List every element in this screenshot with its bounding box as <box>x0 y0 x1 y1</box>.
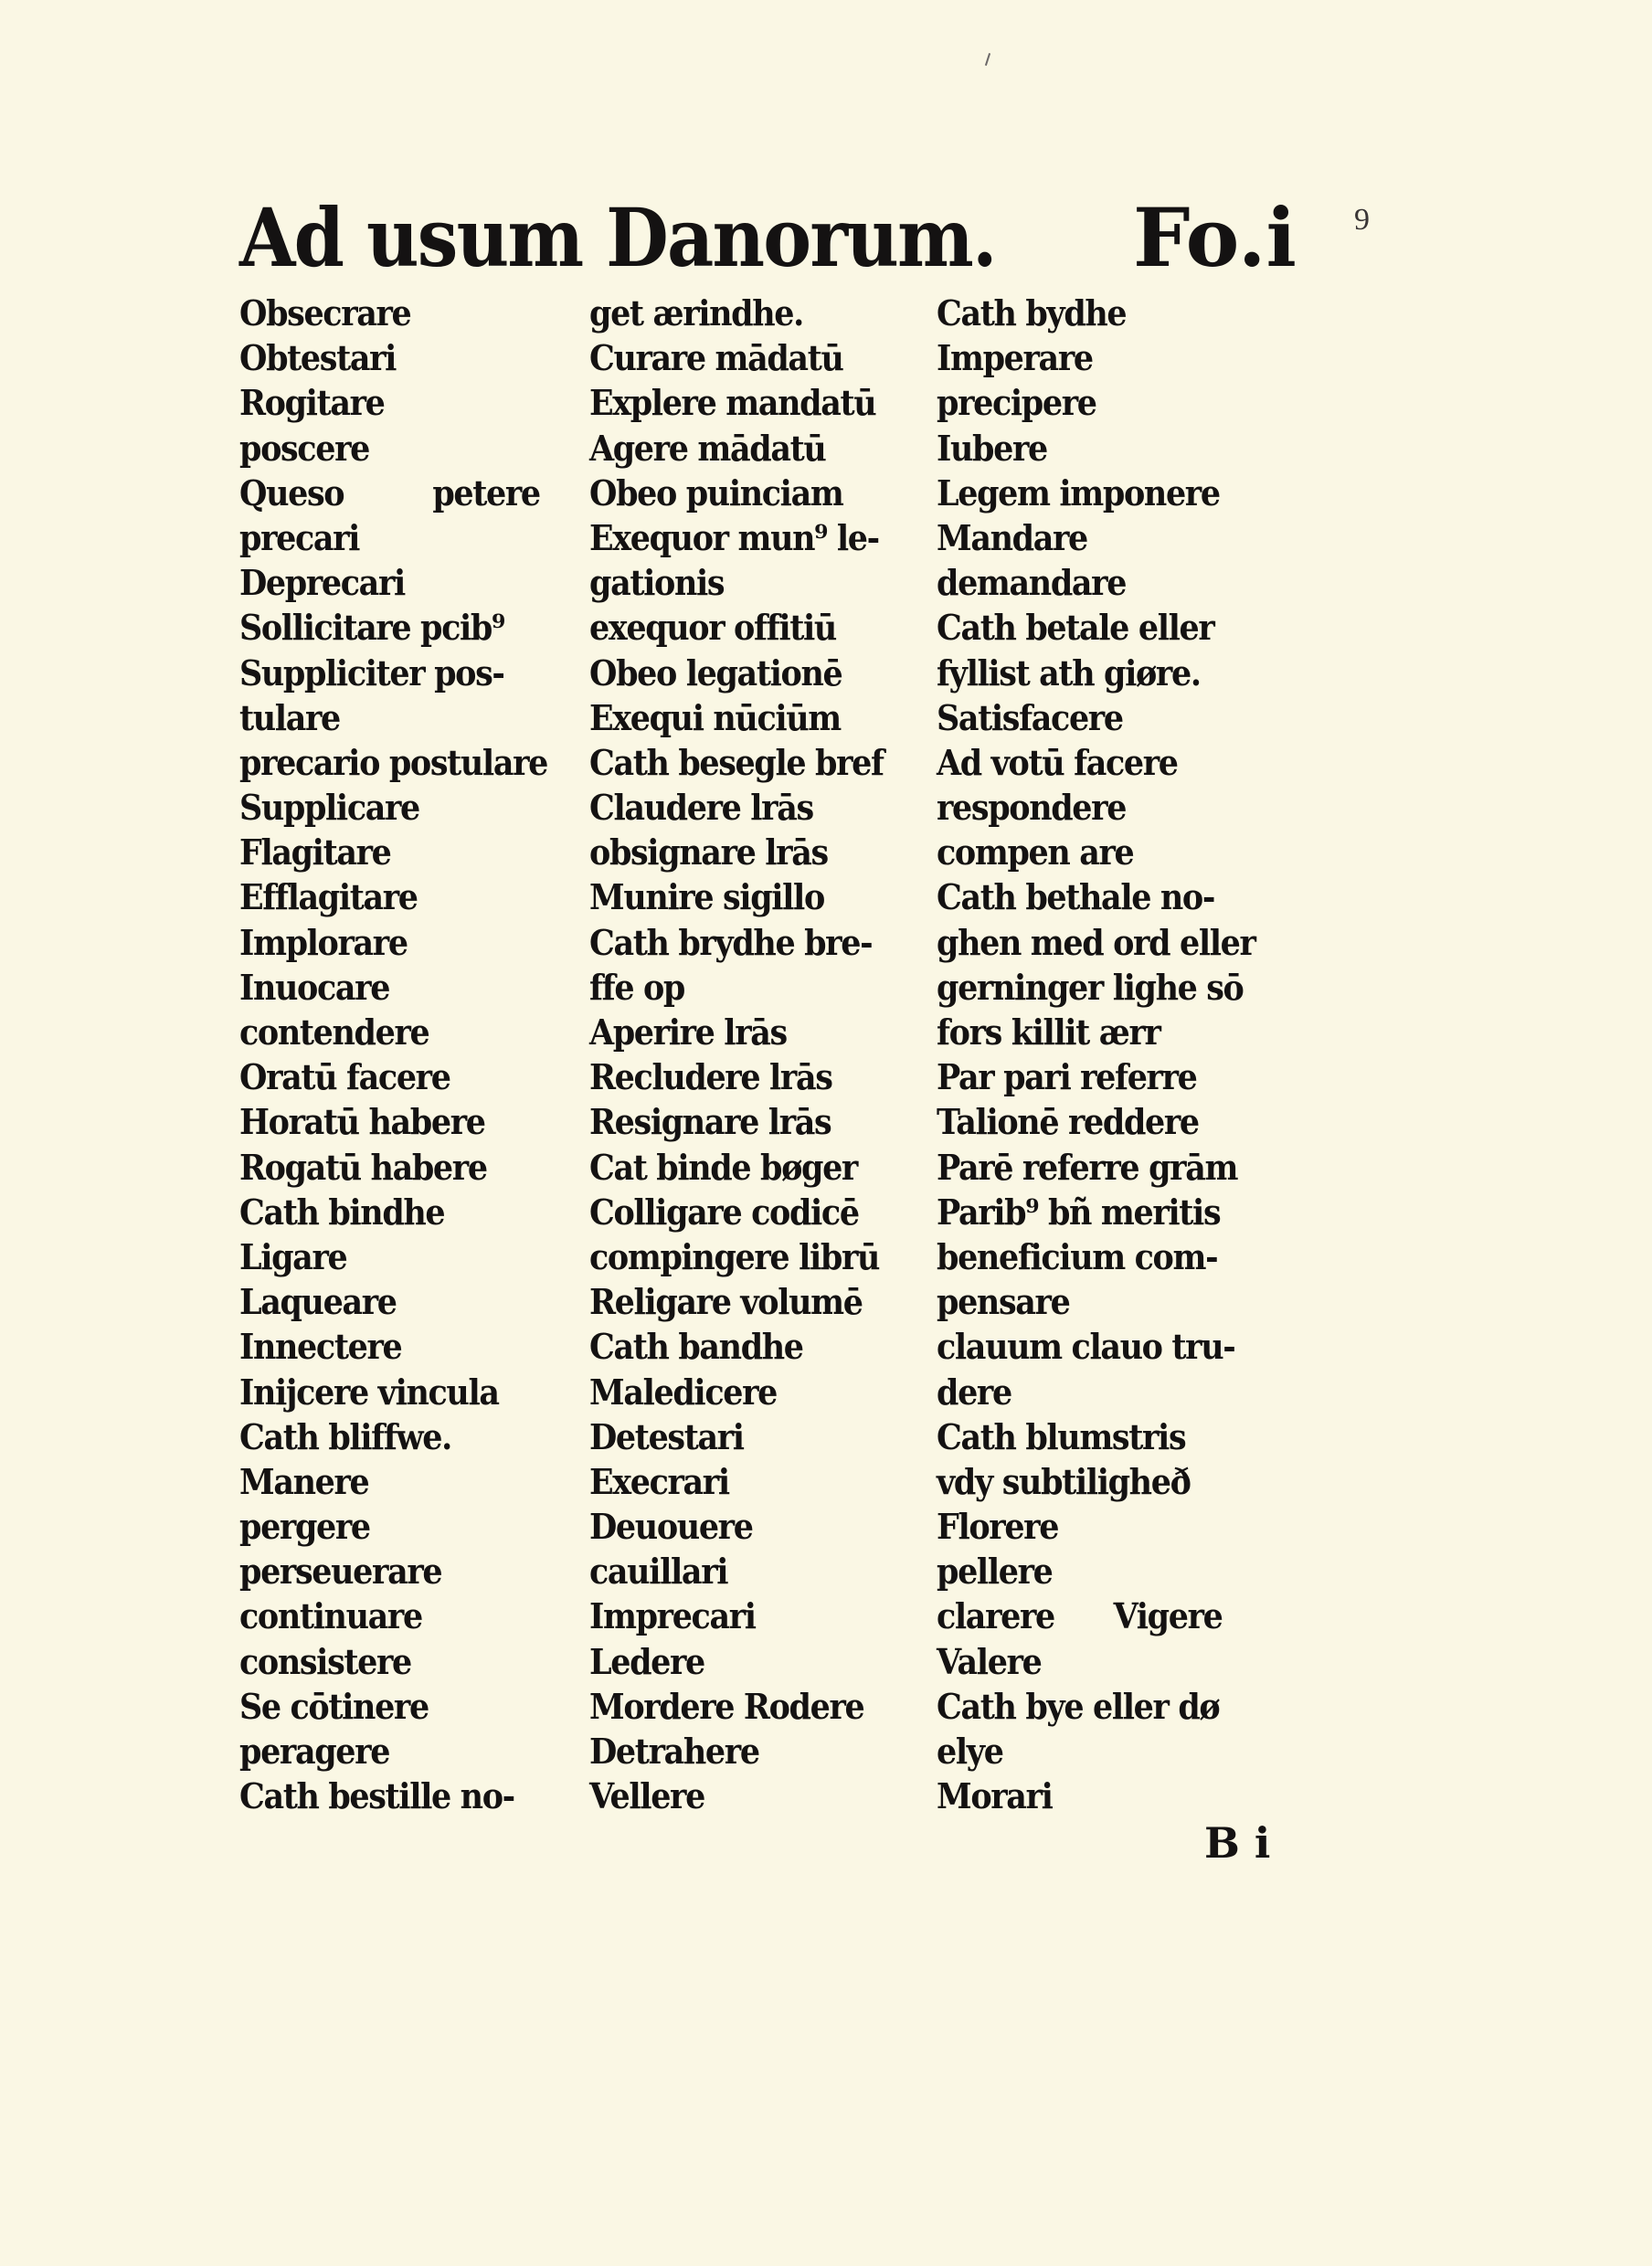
text-line: Detestari <box>589 1415 744 1457</box>
text-column-2 <box>589 291 909 1818</box>
text-line: Exequor mun⁹ le- <box>589 516 879 558</box>
text-line: Queso petere <box>239 471 540 514</box>
text-line: compen are <box>937 831 1134 874</box>
text-line: Ledere <box>589 1640 704 1682</box>
text-line: Efflagitare <box>239 876 418 918</box>
text-line: Curare mādatū <box>589 337 843 379</box>
text-line: Resignare lrās <box>589 1101 831 1143</box>
text-line: consistere <box>239 1640 411 1682</box>
text-line: Obtestari <box>239 337 397 379</box>
text-line: precario postulare <box>239 741 548 783</box>
running-head-title: Ad usum Danorum. <box>239 190 996 285</box>
text-line: Deuouere <box>589 1506 753 1548</box>
text-line: Claudere lrās <box>589 787 813 829</box>
text-line: Munire sigillo <box>589 876 824 918</box>
text-line: Maledicere <box>589 1371 778 1413</box>
text-line: Colligare codicē <box>589 1191 859 1233</box>
text-line: poscere <box>239 427 369 469</box>
text-line: exequor offitiū <box>589 607 836 649</box>
text-column-1 <box>239 291 574 1818</box>
text-line: Cath betale eller <box>937 607 1214 649</box>
text-line: Rogitare <box>239 382 385 424</box>
text-line: Mordere Rodere <box>589 1685 864 1727</box>
text-line: Aperire lrās <box>589 1011 787 1053</box>
text-line: gerninger lighe sō <box>937 966 1244 1008</box>
page-number: 9 <box>1354 203 1370 237</box>
text-line: Cath bydhe <box>937 292 1127 334</box>
text-line: pergere <box>239 1506 370 1548</box>
text-line: ghen med ord eller <box>937 921 1255 963</box>
text-line: Exequi nūciūm <box>589 696 841 738</box>
text-line: Cath blumstris <box>937 1415 1186 1457</box>
text-line: respondere <box>937 787 1127 829</box>
text-line: Manere <box>239 1460 369 1502</box>
text-line: compingere librū <box>589 1235 880 1277</box>
text-line: Vellere <box>589 1775 704 1817</box>
text-line: get ærindhe. <box>589 292 803 334</box>
text-line: Obeo puinciam <box>589 471 843 514</box>
text-line: Flagitare <box>239 831 391 874</box>
text-line: ffe op <box>589 966 684 1008</box>
text-line: Sollicitare pcib⁹ <box>239 607 504 649</box>
text-line: Imperare <box>937 337 1093 379</box>
text-line: Cath brydhe bre- <box>589 921 873 963</box>
text-line: beneficium com- <box>937 1235 1218 1277</box>
text-column-3 <box>937 291 1283 1818</box>
running-head-folio: Fo.i <box>1133 190 1297 285</box>
text-line: fors killit ærr <box>937 1011 1160 1053</box>
text-line: Cath bye eller dø <box>937 1685 1220 1727</box>
text-line: Talionē reddere <box>937 1101 1199 1143</box>
text-line: Agere mādatū <box>589 427 826 469</box>
text-line: Obeo legationē <box>589 651 842 694</box>
text-line: Par pari referre <box>937 1056 1197 1098</box>
text-line: Cath bindhe <box>239 1191 445 1233</box>
text-line: precipere <box>937 382 1096 424</box>
text-line: Parē referre grām <box>937 1146 1238 1188</box>
text-line: Cath bandhe <box>589 1326 803 1368</box>
text-line: Iubere <box>937 427 1047 469</box>
text-line: demandare <box>937 562 1127 604</box>
text-line: clarere Vigere <box>937 1595 1223 1637</box>
text-line: continuare <box>239 1595 422 1637</box>
text-line: Parib⁹ bñ meritis <box>937 1191 1221 1233</box>
text-line: Cat binde bøger <box>589 1146 857 1188</box>
text-line: Religare volumē <box>589 1281 863 1323</box>
text-line: Ligare <box>239 1235 347 1277</box>
text-line: Cath bliffwe. <box>239 1415 451 1457</box>
text-line: cauillari <box>589 1551 728 1593</box>
text-line: Cath besegle bref <box>589 741 884 783</box>
text-line: tulare <box>239 696 340 738</box>
text-line: Supplicare <box>239 787 419 829</box>
text-line: Cath bethale no- <box>937 876 1214 918</box>
text-line: Satisfacere <box>937 696 1123 738</box>
text-line: Innectere <box>239 1326 402 1368</box>
stray-ink-mark <box>985 53 990 66</box>
text-line: perseuerare <box>239 1551 442 1593</box>
text-line: Obsecrare <box>239 292 411 334</box>
text-line: Valere <box>937 1640 1042 1682</box>
text-line: dere <box>937 1371 1011 1413</box>
text-line: peragere <box>239 1731 390 1772</box>
text-line: vdy subtiligheð <box>937 1460 1191 1502</box>
text-line: Cath bestille no- <box>239 1775 514 1817</box>
text-line: contendere <box>239 1011 429 1053</box>
text-line: Suppliciter pos- <box>239 651 504 694</box>
text-line: Inuocare <box>239 966 390 1008</box>
text-line: gationis <box>589 562 725 604</box>
text-line: fyllist ath giøre. <box>937 651 1201 694</box>
text-line: Rogatū habere <box>239 1146 487 1188</box>
text-line: Execrari <box>589 1460 729 1502</box>
text-line: Inijcere vincula <box>239 1371 499 1413</box>
text-line: Legem imponere <box>937 471 1220 514</box>
text-line: Florere <box>937 1506 1059 1548</box>
text-line: Se cōtinere <box>239 1685 429 1727</box>
text-line: Mandare <box>937 516 1087 558</box>
text-line: Detrahere <box>589 1731 759 1772</box>
text-line: Laqueare <box>239 1281 397 1323</box>
text-line: Morari <box>937 1775 1053 1817</box>
text-line: Recludere lrās <box>589 1056 832 1098</box>
text-line: obsignare lrās <box>589 831 828 874</box>
text-line: Oratū facere <box>239 1056 450 1098</box>
text-line: clauum clauo tru- <box>937 1326 1235 1368</box>
text-line: Explere mandatū <box>589 382 876 424</box>
text-line: pellere <box>937 1551 1053 1593</box>
text-line: pensare <box>937 1281 1070 1323</box>
text-line: Implorare <box>239 921 408 963</box>
text-line: Imprecari <box>589 1595 756 1637</box>
text-line: Ad votū facere <box>937 741 1178 783</box>
text-line: Horatū habere <box>239 1101 485 1143</box>
text-line: precari <box>239 516 360 558</box>
text-line: Deprecari <box>239 562 405 604</box>
text-line: elye <box>937 1731 1003 1772</box>
signature-mark: B i <box>1204 1818 1271 1868</box>
